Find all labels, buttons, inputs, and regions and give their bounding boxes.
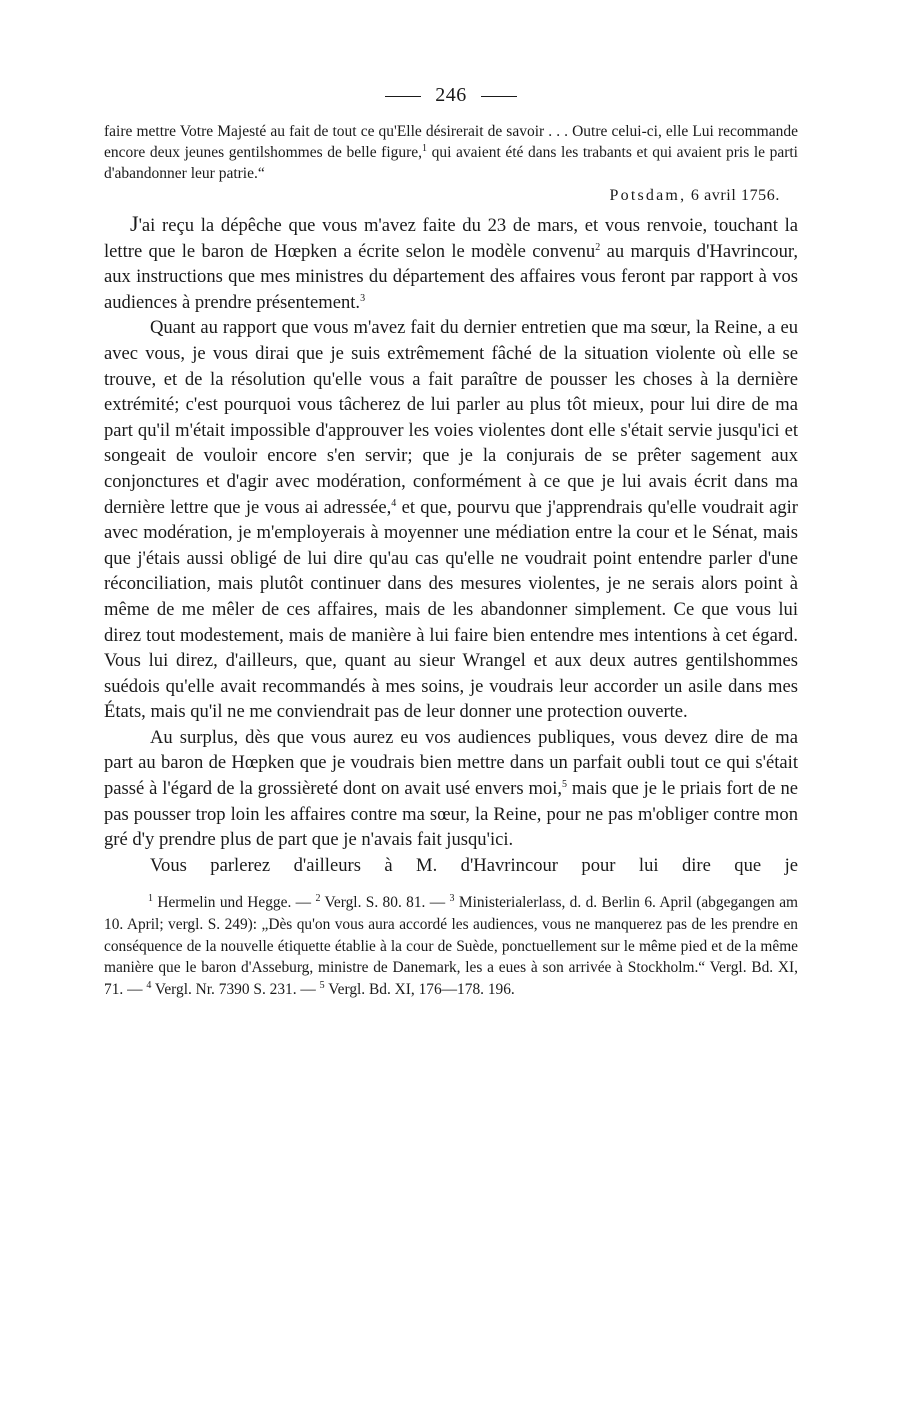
footnote-marker: 4 xyxy=(146,979,152,991)
footnote-text: Vergl. S. 80. 81. — xyxy=(320,894,446,912)
dateline-date: 6 avril 1756. xyxy=(686,187,780,204)
footnote-marker: 1 xyxy=(148,893,153,905)
footnote-ref: 3 xyxy=(360,292,366,304)
footnote-ref: 5 xyxy=(562,778,568,790)
letter-body xyxy=(104,211,798,878)
footnote-marker: 5 xyxy=(319,979,325,991)
footnote-marker: 3 xyxy=(449,893,455,905)
initial-letter: J xyxy=(130,211,139,236)
letter-paragraph-2: Quant au rapport que vous m'avez fait du dernier entretien que ma sœur, la Reine, a eu avec vous, je vous dirai que je suis extrêmement fâché de la situation violente où elle se trouve, et de la résolution qu'elle vous a fait paraître de pousser les choses à la dernière extrémité; c'est pourquoi vous tâcherez de lui parler au plus tôt mieux, pour lui dire de ma part qu'il m'était impossible d'approuver les voies violentes dont elle s'était servie jusqu'ici et songeait de vouloir encore s'en servir; que je la conjurais de se prêter sagement aux conjonctures et d'agir avec modération, conformément à ce que je lui avais écrit dans ma dernière lettre que je vous ai adressée,$^4$ et que, pourvu que j'apprendrais qu'elle voudrait agir avec modération, je m'employerais à moyenner une médiation entre la cour et le Sénat, mais que j'étais aussi obligé de lui dire qu'au cas qu'elle ne voudrait point entendre parler d'une réconciliation, mais plutôt continuer dans des mesures violentes, je ne serais alors point à même de me mêler de ces affaires, mais de les abandonner simplement. Ce que vous lui direz tout modestement, mais de manière à lui faire bien entendre mes intentions à cet égard. Vous lui direz, d'ailleurs, que, quant au sieur Wrangel et aux deux autres gentilshommes suédois qu'elle avait recommandés à mes soins, je voudrais leur accorder un asile dans mes États, mais qu'il ne me conviendrait pas de leur donner une protection ouverte. xyxy=(104,317,798,723)
letter-paragraph-4: Vous parlerez d'ailleurs à M. d'Havrincour pour lui dire que je xyxy=(150,854,798,876)
footnote-text: Hermelin und Hegge. — xyxy=(153,894,312,912)
letter-paragraph-1: J'ai reçu la dépêche que vous m'avez faite du 23 de mars, et vous renvoie, touchant la lettre que le baron de Hœpken a écrite selon le modèle convenu$^2$ au marquis d'Havrincour, aux instructions que mes ministres du département des affaires vous feront par rapport à vos audiences à prendre présentement.$^3$ xyxy=(104,211,798,313)
page-number-text: 246 xyxy=(435,84,467,106)
page-number-right-rule xyxy=(481,96,517,97)
dateline-place: Potsdam, xyxy=(609,187,687,204)
footnotes xyxy=(104,892,798,1000)
letter-paragraph-3: Au surplus, dès que vous aurez eu vos audiences publiques, vous devez dire de ma part au baron de Hœpken que je voudrais bien mettre dans un parfait oubli tout ce qui s'était passé à l'égard de la grossièreté dont on avait usé envers moi,$^5$ mais que je le priais fort de ne pas pousser trop loin les affaires contre ma sœur, la Reine, pour ne pas m'obliger contre mon gré d'y prendre plus de part que je n'avais fait jusqu'ici. xyxy=(104,726,798,851)
footnote-marker: 2 xyxy=(315,893,321,905)
footnote-text: Vergl. Nr. 7390 S. 231. — xyxy=(151,980,316,998)
quoted-paragraph: faire mettre Votre Majesté au fait de tout ce qu'Elle désirerait de savoir . . . Outre celui-ci, elle Lui recommande encore deux jeunes gentilshommes de belle figure,$^1$ qui avaient été dans les trabants et qui avaient pris le parti d'abandonner leur patrie.“ xyxy=(104,123,798,182)
footnote-ref: 4 xyxy=(391,497,397,509)
page-number xyxy=(104,84,798,107)
footnote-text: Vergl. Bd. XI, 176—178. 196. xyxy=(324,980,515,998)
document-page xyxy=(104,84,798,1000)
footnote-block xyxy=(104,892,798,1000)
page-number-left-rule xyxy=(385,96,421,97)
footnote-text: Ministerialerlass, d. d. Berlin 6. April (abgegangen am 10. April; vergl. S. 249): „Dès qu'on vous aura accordé les audiences, vous ne manquerez pas de les prendre en conséquence de la nouvelle étiquette établie à la cour de Suède, ponctuellement sur le même pied et de la même manière que le baron d'Asseburg, ministre de Danemark, les a eues à son arrivée à Stockholm.“ Vergl. Bd. XI, 71. — xyxy=(104,894,799,998)
footnote-ref: 1 xyxy=(422,142,428,154)
quoted-excerpt xyxy=(104,121,798,184)
footnote-ref: 2 xyxy=(595,241,601,253)
dateline xyxy=(104,187,798,205)
